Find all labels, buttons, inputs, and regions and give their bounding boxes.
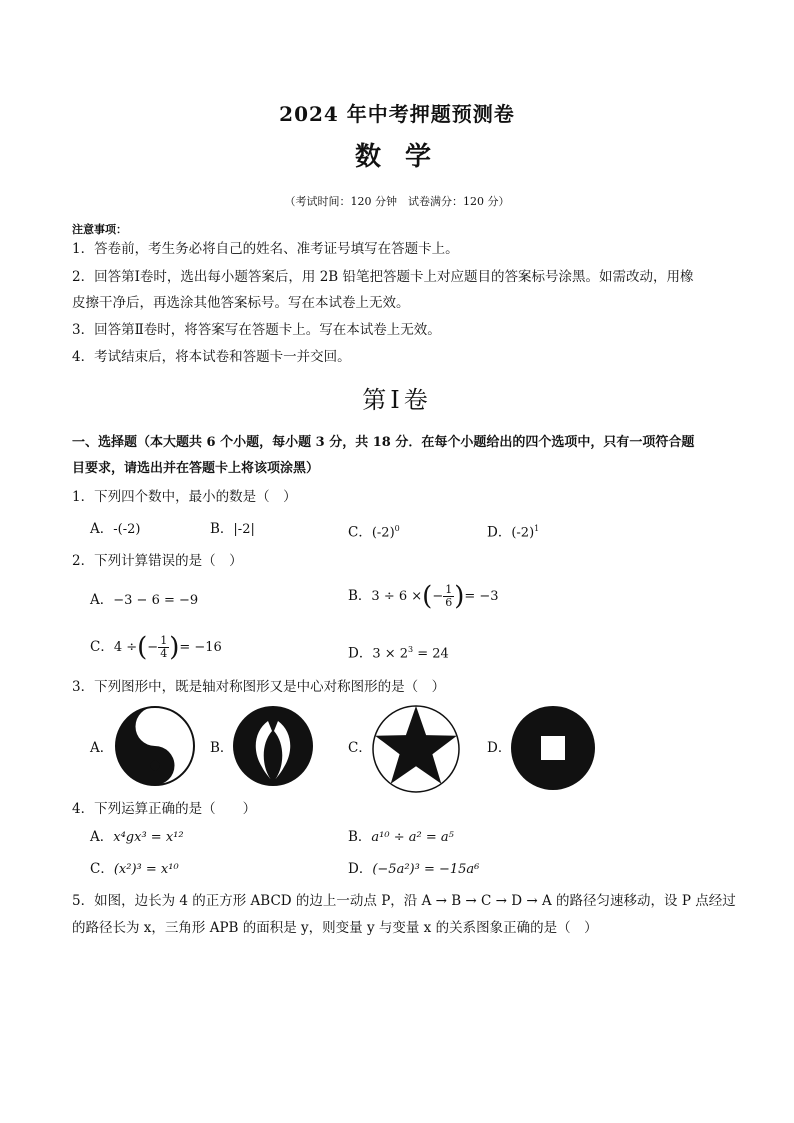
q1-c-exp: 0	[394, 524, 400, 533]
note-item-2: 2．回答第Ⅰ卷时，选出每小题答案后，用 2B 铅笔把答题卡上对应题目的答案标号涂黑。如需改动，用橡	[72, 269, 694, 285]
crescent-circle-icon[interactable]	[232, 705, 314, 787]
q4-label-c: C．	[90, 861, 114, 877]
q2-b-den: 6	[445, 596, 453, 609]
exam-title: 2024 年中考押题预测卷	[279, 102, 515, 126]
q1-label-a: A．	[90, 521, 114, 537]
q2-d-pre: 3 × 2	[372, 646, 409, 662]
q2-label-a: A．	[90, 592, 114, 608]
q1-b-expr: |-2|	[233, 522, 255, 537]
q2-c-post: = −16	[179, 640, 222, 655]
q1-option-b[interactable]	[210, 516, 255, 543]
note-item-2-cont: 皮擦干净后，再选涂其他答案标号。写在本试卷上无效。	[72, 295, 410, 311]
notes-heading: 注意事项：	[72, 223, 127, 236]
q2-b-pre: 3 ÷ 6 ×	[371, 589, 423, 604]
q1-label-b: B．	[210, 521, 234, 537]
note-item-4: 4．考试结束后，将本试卷和答题卡一并交回。	[72, 349, 351, 365]
square-hole-coin-icon[interactable]	[511, 706, 595, 790]
exam-info: （考试时间：120 分钟 试卷满分：120 分）	[284, 195, 510, 208]
q4-option-a[interactable]	[90, 824, 184, 851]
q2-b-num: 1	[445, 583, 453, 596]
q2-c-minus: −	[147, 640, 159, 655]
q2-c-pre: 4 ÷	[113, 640, 138, 655]
q2-c-lparen: (	[137, 632, 148, 663]
star-in-circle-icon[interactable]	[371, 704, 461, 794]
q4-label-d: D．	[348, 861, 373, 877]
yin-yang-icon[interactable]	[114, 705, 196, 787]
q2-label-d: D．	[348, 645, 373, 662]
q1-label-c: C．	[348, 524, 372, 541]
q2-c-num: 1	[160, 634, 168, 647]
q2-c-rparen: )	[169, 632, 180, 663]
q4-stem: 4．下列运算正确的是（ ）	[72, 801, 257, 817]
part-one-line-1: 一、选择题（本大题共 6 个小题，每小题 3 分，共 18 分．在每个小题给出的四个选项中，只有一项符合题	[72, 435, 695, 450]
q1-option-a[interactable]	[90, 516, 140, 543]
q4-option-b[interactable]	[348, 824, 454, 851]
q2-option-a[interactable]	[90, 587, 198, 614]
q2-a-expr: −3 − 6 = −9	[113, 593, 199, 608]
q4-option-d[interactable]	[348, 856, 479, 883]
note-item-1: 1．答卷前，考生务必将自己的姓名、准考证号填写在答题卡上。	[72, 241, 459, 257]
q2-b-lparen: (	[422, 581, 433, 612]
q2-b-rparen: )	[454, 581, 465, 612]
q2-option-d[interactable]	[348, 637, 449, 668]
q4-b-expr: a¹⁰ ÷ a² = a⁵	[371, 830, 454, 845]
q4-a-expr: x⁴gx³ = x¹²	[113, 830, 184, 845]
q4-option-c[interactable]	[90, 856, 179, 883]
q1-d-exp: 1	[534, 524, 540, 533]
q2-c-fraction	[158, 635, 169, 660]
q2-stem: 2．下列计算错误的是（ ）	[72, 553, 243, 569]
q1-d-base: (-2)	[511, 525, 535, 541]
q2-b-minus: −	[432, 589, 444, 604]
q4-c-expr: (x²)³ = x¹⁰	[113, 862, 179, 877]
q4-d-expr: (−5a²)³ = −15a⁶	[372, 862, 480, 877]
q1-label-d: D．	[487, 524, 512, 541]
q1-stem: 1．下列四个数中，最小的数是（ ）	[72, 489, 297, 505]
q1-c-base: (-2)	[371, 525, 395, 541]
note-item-3: 3．回答第Ⅱ卷时，将答案写在答题卡上。写在本试卷上无效。	[72, 322, 441, 338]
part-one-line-2: 目要求，请选出并在答题卡上将该项涂黑）	[72, 461, 320, 476]
q3-label-a[interactable]: A．	[90, 740, 114, 756]
q3-stem: 3．下列图形中，既是轴对称图形又是中心对称图形的是（ ）	[72, 679, 446, 695]
q2-label-c: C．	[90, 639, 114, 655]
q3-label-c[interactable]: C．	[348, 740, 372, 756]
section-title: 第Ⅰ卷	[362, 386, 432, 414]
subject-title: 数学	[354, 142, 455, 172]
q2-b-fraction	[443, 584, 454, 609]
q3-label-d[interactable]: D．	[487, 740, 512, 756]
q2-b-post: = −3	[464, 589, 499, 604]
q1-option-c[interactable]	[348, 516, 400, 547]
q1-option-d[interactable]	[487, 516, 539, 547]
q4-label-a: A．	[90, 829, 114, 845]
q2-d-post: = 24	[413, 646, 449, 662]
q2-option-b[interactable]	[348, 583, 499, 610]
q2-d-exp: 3	[408, 645, 414, 654]
q2-c-den: 4	[160, 647, 168, 660]
q2-option-c[interactable]	[90, 634, 222, 661]
q1-a-expr: -(-2)	[113, 522, 141, 537]
q2-label-b: B．	[348, 588, 372, 604]
q5-line-2: 的路径长为 x，三角形 APB 的面积是 y，则变量 y 与变量 x 的关系图象正确的是（ ）	[72, 920, 598, 936]
q3-label-b[interactable]: B．	[210, 740, 234, 756]
q5-line-1: 5．如图，边长为 4 的正方形 ABCD 的边上一动点 P，沿 A → B → C → D → A 的路径匀速移动，设 P 点经过	[72, 893, 736, 909]
q4-label-b: B．	[348, 829, 372, 845]
